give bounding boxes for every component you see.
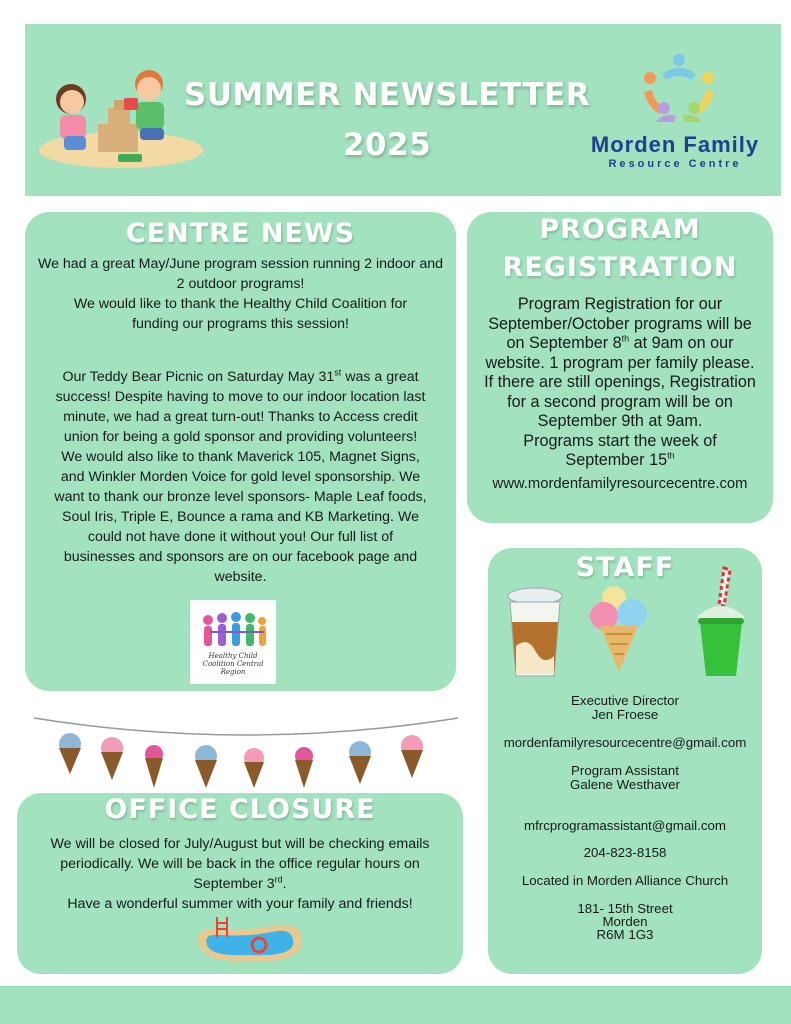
registration-details: Program Registration for our September/October programs will be on September 8th at 9am on our website. 1 program per family please. If there are still openings, Registration for a second program will be on September 9th at 9am. Programs start the week of September 15th (484, 295, 756, 469)
centre-news-title: CENTRE NEWS (125, 218, 356, 249)
coalition-logo-caption: Healthy Child Coalition Central Region (202, 652, 264, 676)
green-smoothie-icon (694, 566, 748, 680)
staff-title: STAFF (575, 552, 675, 583)
ice-cream-cone-icon (586, 584, 652, 674)
program-registration-panel (467, 212, 773, 523)
staff-email-executive[interactable]: mordenfamilyresourcecentre@gmail.com (503, 735, 747, 750)
holding-hands-icon (198, 610, 268, 650)
staff-role-assistant: Program Assistant (571, 763, 679, 778)
location-text: Located in Morden Alliance Church (521, 873, 729, 888)
bunting-cone-7 (349, 741, 371, 784)
family-people-logo-icon (640, 52, 718, 128)
staff-email-assistant[interactable]: mfrcprogramassistant@gmail.com (524, 818, 726, 833)
newsletter-year: 2025 (342, 127, 432, 163)
office-closure-text: We will be closed for July/August but will be checking emails periodically. We will be back in the office regular hours on September 3rd. Have a wonderful summer with your family and friends! (50, 836, 430, 912)
footer-bar (0, 986, 791, 1024)
website-link[interactable]: www.mordenfamilyresourcecentre.com (492, 476, 748, 492)
iced-coffee-icon (506, 586, 564, 680)
centre-news-intro: We had a great May/June program session running 2 indoor and 2 outdoor programs! We would like to thank the Healthy Child Coalition for funding our programs this session! (37, 256, 444, 332)
ice-cream-bunting-decoration (30, 708, 462, 796)
bunting-cone-6 (295, 747, 313, 788)
address-town: Morden (602, 914, 648, 929)
bunting-cone-8 (401, 735, 423, 778)
centre-news-picnic: Our Teddy Bear Picnic on Saturday May 31st was a great success! Despite having to move to our indoor location last minute, we had a great turn-out! Thanks to Access credit union for being a gold sponsor and providing volunteers! We would also like to thank Maverick 105, Magnet Signs, and Winkler Morden Voice for gold level sponsorship. We want to thank our bronze level sponsors- Maple Leaf foods, Soul Iris, Triple E, Bounce a rama and KB Marketing. We could not have done it without you! Our full list of businesses and sponsors are on our facebook page and website. (54, 367, 427, 585)
office-closure-panel (17, 793, 463, 974)
staff-name-executive: Jen Froese (591, 707, 659, 722)
staff-name-assistant: Galene Westhaver (570, 777, 680, 792)
address-street: 181- 15th Street (577, 901, 673, 916)
staff-role-executive: Executive Director (571, 693, 679, 708)
bunting-cone-5 (244, 748, 264, 788)
bunting-cone-4 (195, 745, 217, 788)
org-name: Morden Family (590, 132, 760, 157)
registration-title-line1: PROGRAM (539, 214, 701, 245)
newsletter-title: SUMMER NEWSLETTER (183, 77, 591, 113)
phone-number[interactable]: 204-823-8158 (583, 845, 667, 860)
address-postal: R6M 1G3 (596, 927, 654, 942)
bunting-cone-1 (59, 733, 81, 774)
bunting-cone-2 (101, 737, 123, 780)
registration-title-line2: REGISTRATION (502, 252, 738, 283)
bunting-cone-3 (145, 745, 163, 788)
swimming-pool-icon (189, 915, 307, 967)
healthy-child-coalition-logo (190, 600, 276, 684)
staff-panel (488, 548, 762, 974)
org-subtitle: Resource Centre (608, 158, 742, 170)
office-closure-title: OFFICE CLOSURE (104, 794, 376, 825)
